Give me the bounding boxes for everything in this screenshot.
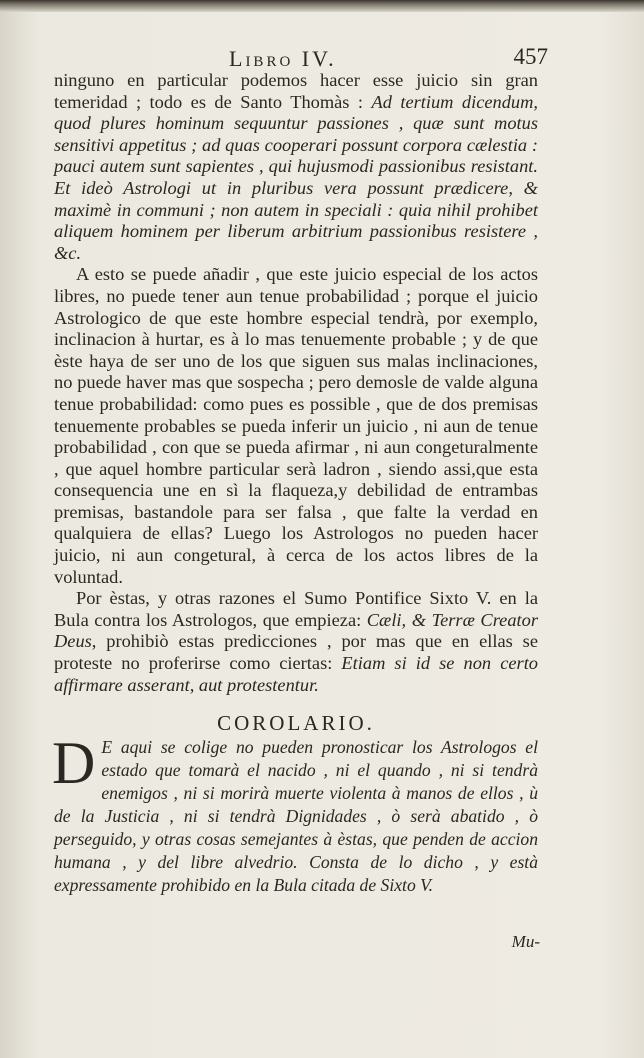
section-title: COROLARIO. — [217, 711, 375, 736]
paragraph-3 — [54, 588, 538, 696]
running-head: Libro IV. — [229, 46, 337, 71]
paragraph-1 — [54, 70, 538, 264]
corolario-paragraph — [52, 730, 538, 897]
paragraph-2: A esto se puede añadir , que este juicio especial de los actos libres, no puede tener aun tenue probabilidad ; porque el juicio Astrologico de que este hombre especial tendrà, por exemplo, inclinacion à hurtar, es à lo mas tenuemente probable ; y de que èste haya de ser uno de los que siguen sus malas inclinaciones, no puede haver mas que sospecha ; pero demosle de valde alguna tenue probabilidad: como pues es possible , que de dos premisas tenuemente probables se pueda inferir un juicio , ni aun de tenue probabilidad , con que se pueda afirmar , ni aun congeturalmente , que aquel hombre particular serà ladron , siendo assi,que esta consequencia une en sì la flaqueza,y debilidad de entrambas premisas, bastandole para ser falsa , que falte la verdad en qualquiera de ellas? Luego los Astrologos no pueden hacer juicio, ni aun congetural, à cerca de los actos libres de la voluntad. — [54, 264, 538, 587]
paragraph-1-latin-quote: Ad tertium dicendum, quod plures hominum sequuntur passiones , quæ sunt motus sensitivi appetitus ; ad quas cooperari possunt corpora cælestia : pauci autem sunt sapientes , qui hujusmodi passionibus resistant. Et ideò Astrologi ut in pluribus vera possunt prædicere, & maximè in communi ; non autem in speciali : quia nihil prohibet aliquem hominem per liberum arbitrium passionibus resistere , &c. — [54, 91, 538, 263]
drop-cap: D — [52, 730, 96, 797]
paragraph-3-text-a: Por èstas, y otras razones el Sumo Pontifice Sixto V. en la Bula contra los Astrologos, que empieza: — [54, 588, 538, 630]
page-number: 457 — [513, 44, 548, 69]
paragraph-1-text: ninguno en particular podemos hacer esse juicio sin gran temeridad ; todo es de Santo Thomàs : — [54, 70, 538, 112]
paragraph-3-latin-quote: Etiam si id se non certo affirmare asserant, aut protestentur. — [54, 653, 538, 695]
body-text — [54, 70, 538, 897]
catchword: Mu- — [511, 932, 540, 951]
corolario-text: E aqui se colige no pueden pronosticar los Astrologos el estado que tomarà el nacido , ni el quando , ni si tendrà enemigos , ni si morirà muerte violenta à manos de ellos , ù de la Justicia , ni si tendrà Dignidades , ò serà abatido , ò perseguido, y otras cosas semejantes à èstas, que penden de accion humana , y del libre alvedrio. Consta de lo dicho , y està expressamente prohibido en la Bula citada de Sixto V. — [54, 737, 538, 896]
page-top-edge — [0, 0, 644, 12]
paragraph-3-latin-bull-title: Cæli, & Terræ Creator Deus — [54, 609, 538, 652]
paragraph-3-text-b: , prohibiò estas predicciones , por mas que en ellas se proteste no proferirse como ciertas: — [54, 631, 538, 674]
